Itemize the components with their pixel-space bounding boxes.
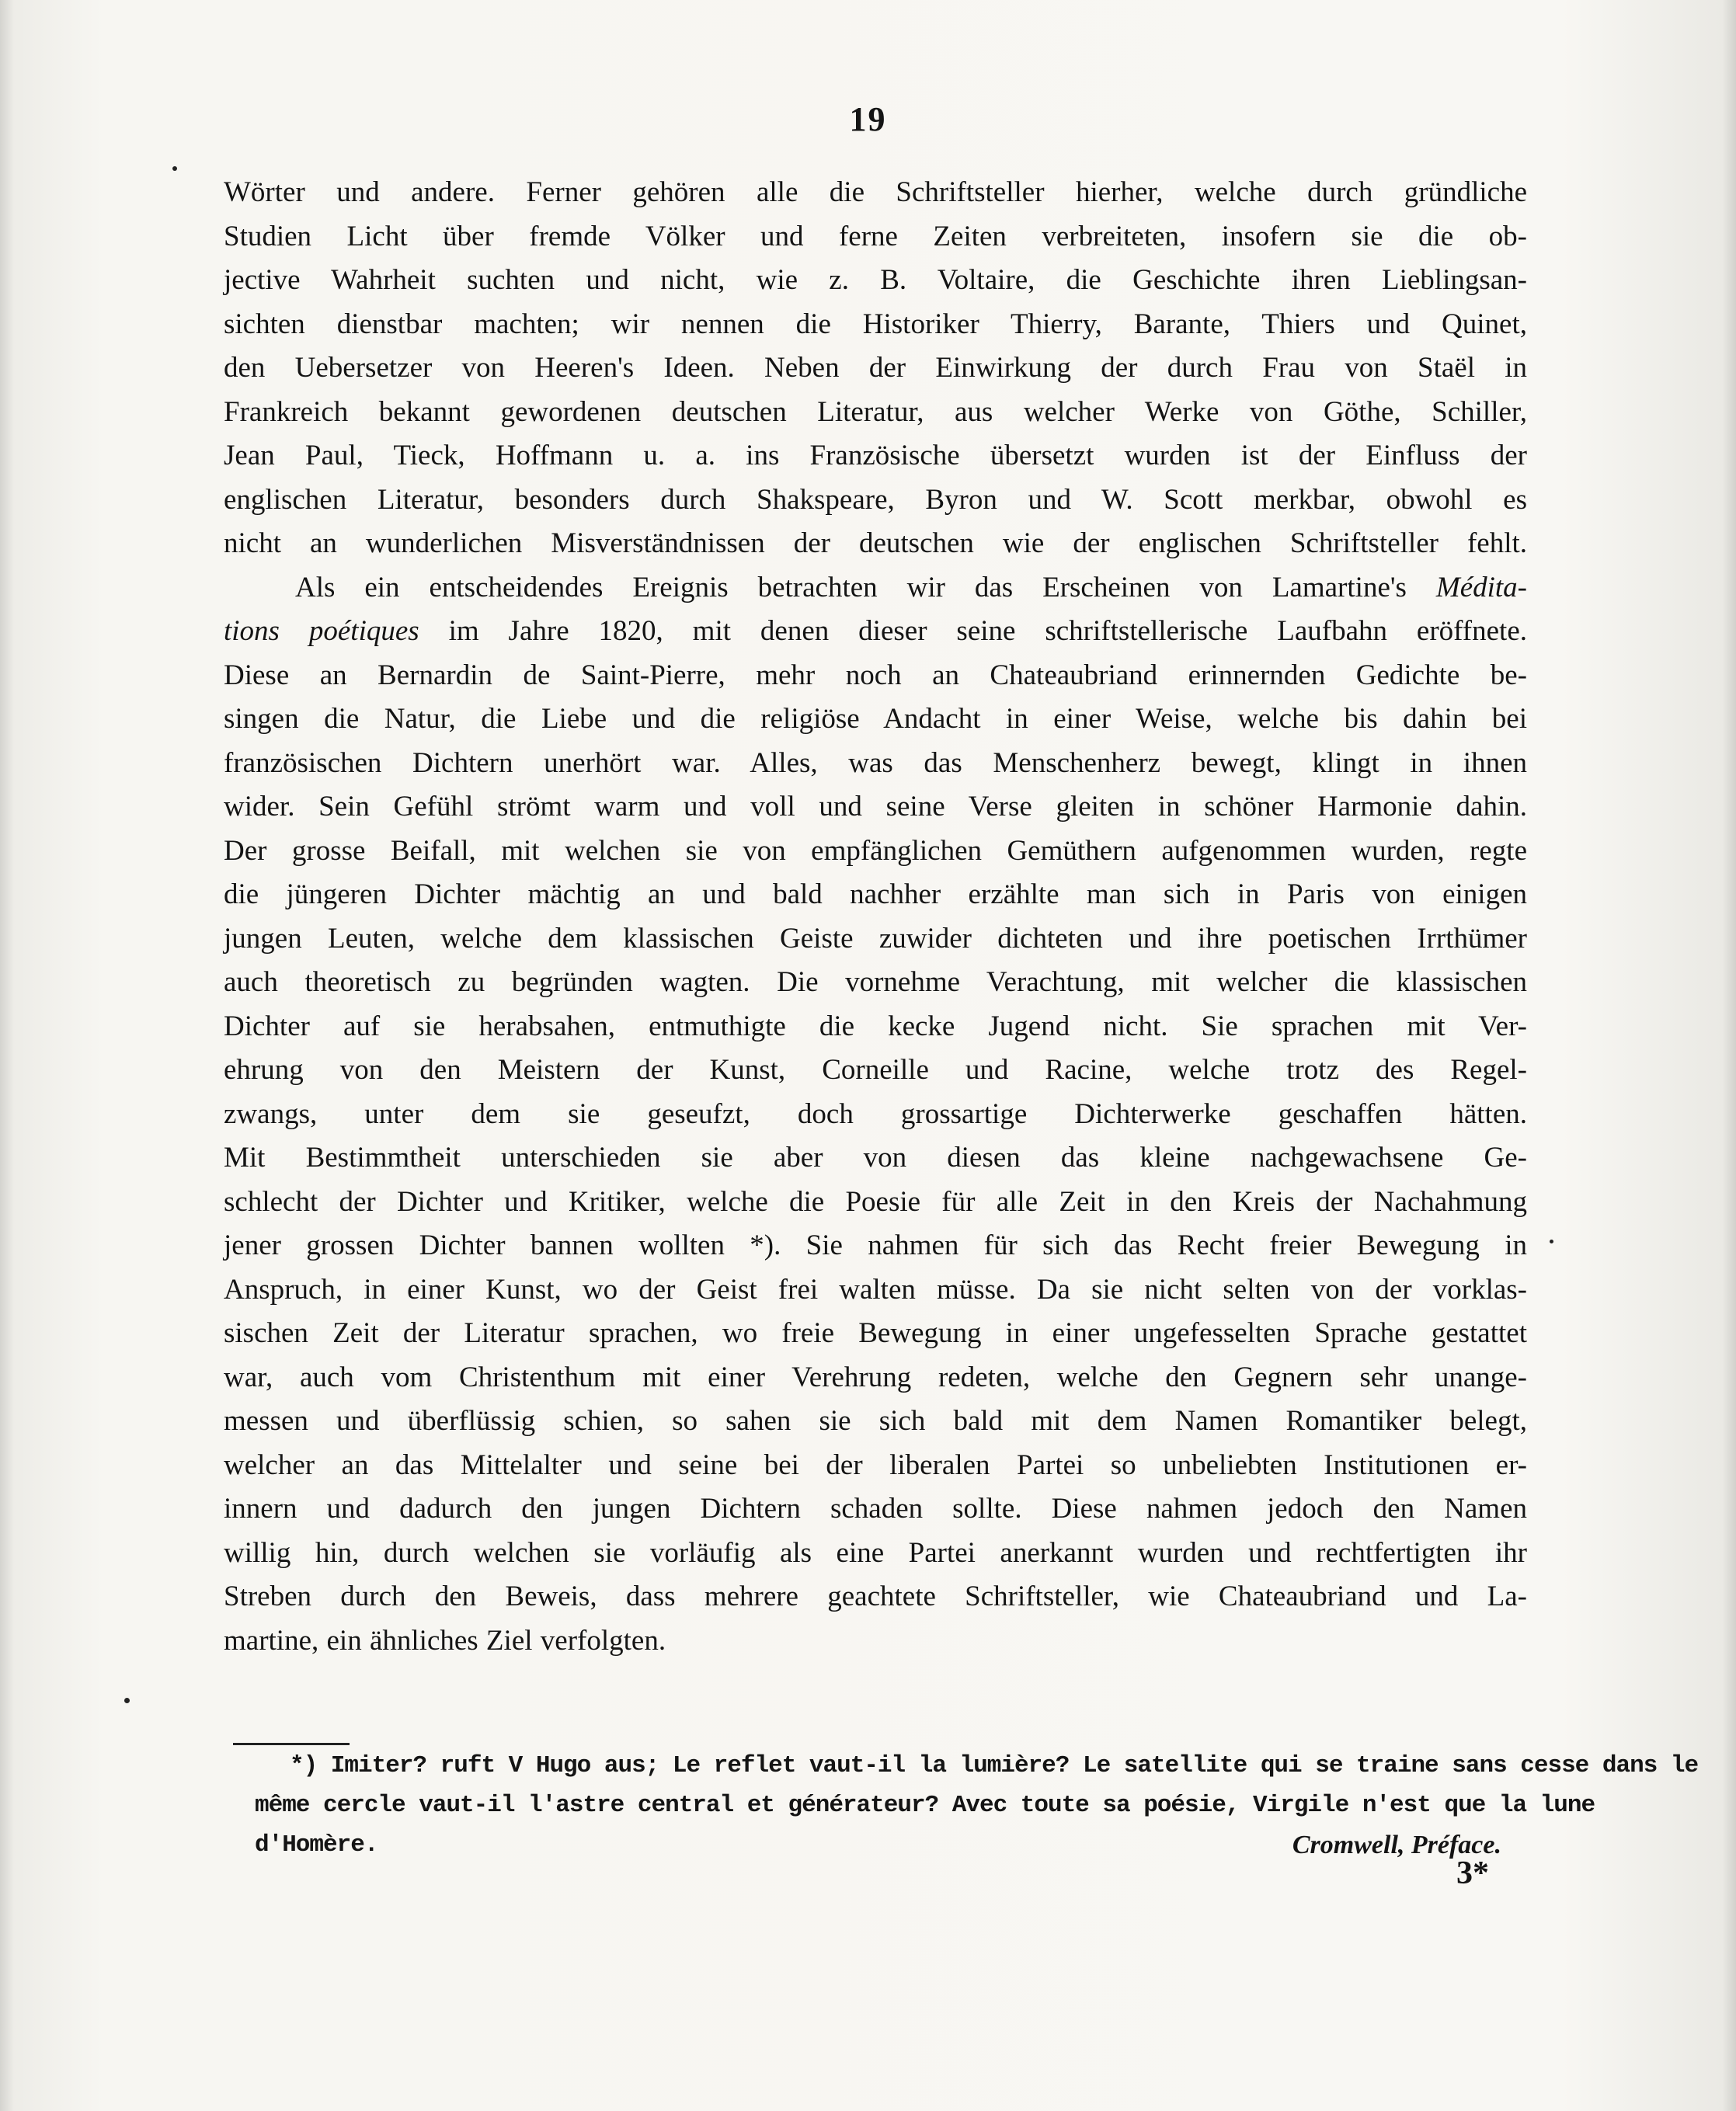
page-edge-right [1722, 0, 1736, 2111]
text-run: auch theoretisch zu begründen wagten. Die vornehme Verachtung, mit welcher die klassischen [224, 966, 1527, 998]
text-run: Anspruch, in einer Kunst, wo der Geist frei walten müsse. Da sie nicht selten von der vorklas- [224, 1273, 1527, 1306]
text-run: martine, ein ähnliches Ziel verfolgten. [224, 1624, 666, 1657]
text-line [224, 303, 1527, 347]
text-run: innern und dadurch den jungen Dichtern schaden sollte. Diese nahmen jedoch den Namen [224, 1493, 1527, 1525]
text-line [224, 346, 1527, 391]
text-run: welcher an das Mittelalter und seine bei der liberalen Partei so unbeliebten Institutionen er- [224, 1448, 1527, 1481]
print-speck [172, 166, 177, 171]
footnote-divider [233, 1743, 350, 1745]
text-line [224, 873, 1527, 917]
text-run: Als ein entscheidendes Ereignis betrachten wir das Erscheinen von Lamartine's [295, 571, 1436, 603]
text-run: Frankreich bekannt gewordenen deutschen Literatur, aus welcher Werke von Göthe, Schiller, [224, 395, 1527, 428]
text-line [224, 654, 1527, 698]
text-line [224, 610, 1527, 654]
text-run: im Jahre 1820, mit denen dieser seine schriftstellerische Laufbahn eröffnete. [419, 615, 1527, 647]
text-run: die jüngeren Dichter mächtig an und bald nachher erzählte man sich in Paris von einigen [224, 878, 1527, 910]
text-run: zwangs, unter dem sie geseufzt, doch grossartige Dichterwerke geschaffen hätten. [224, 1097, 1527, 1130]
text-line [224, 917, 1527, 962]
footnote-line-end: d'Homère. [255, 1831, 378, 1859]
text-run: messen und überflüssig schien, so sahen sie sich bald mit dem Namen Romantiker belegt, [224, 1405, 1527, 1437]
text-run: jener grossen Dichter bannen wollten *). Sie nahmen für sich das Recht freier Bewegung in [224, 1229, 1527, 1261]
text-run: Der grosse Beifall, mit welchen sie von empfänglichen Gemüthern aufgenommen wurden, regte [224, 834, 1527, 867]
footnote-citation: Cromwell, Préface. [1292, 1831, 1501, 1859]
text-run: sischen Zeit der Literatur sprachen, wo freie Bewegung in einer ungefesselten Sprache gestattet [224, 1317, 1527, 1349]
text-line [224, 1444, 1527, 1488]
footnote-line [255, 1825, 1501, 1865]
text-run: englischen Literatur, besonders durch Shakspeare, Byron und W. Scott merkbar, obwohl es [224, 483, 1527, 516]
text-run: Jean Paul, Tieck, Hoffmann u. a. ins Französische übersetzt wurden ist der Einfluss der [224, 440, 1527, 471]
text-line [224, 215, 1527, 259]
text-run: Streben durch den Beweis, dass mehrere geachtete Schriftsteller, wie Chateaubriand und La- [224, 1581, 1527, 1612]
text-line [224, 1005, 1527, 1049]
text-line [224, 1312, 1527, 1356]
text-run: jective Wahrheit suchten und nicht, wie z. B. Voltaire, die Geschichte ihren Lieblingsan- [224, 264, 1527, 296]
text-line [224, 478, 1527, 523]
text-line [224, 1093, 1527, 1137]
text-line [224, 829, 1527, 874]
text-run: jungen Leuten, welche dem klassischen Geiste zuwider dichteten und ihre poetischen Irrthümer [224, 922, 1527, 955]
text-line [224, 1224, 1527, 1268]
text-line [224, 171, 1527, 215]
text-run: Studien Licht über fremde Völker und ferne Zeiten verbreiteten, insofern sie die ob- [224, 220, 1527, 252]
text-run: Diese an Bernardin de Saint-Pierre, mehr noch an Chateaubriand erinnernden Gedichte be- [224, 659, 1527, 691]
text-run: schlecht der Dichter und Kritiker, welche die Poesie für alle Zeit in den Kreis der Nachahmung [224, 1185, 1527, 1218]
text-run: Mit Bestimmtheit unterschieden sie aber von diesen das kleine nachgewachsene Ge- [224, 1142, 1527, 1174]
text-run: Dichter auf sie herabsahen, entmuthigte die kecke Jugend nicht. Sie sprachen mit Ver- [224, 1010, 1527, 1042]
text-line [224, 566, 1527, 610]
text-line [224, 1356, 1527, 1400]
printer-signature: 3* [1456, 1855, 1489, 1891]
print-speck [1550, 1240, 1553, 1243]
text-line [224, 1487, 1527, 1532]
text-line [224, 434, 1527, 478]
text-line [224, 391, 1527, 435]
text-run: ehrung von den Meistern der Kunst, Corneille und Racine, welche trotz des Regel- [224, 1054, 1527, 1086]
text-line [224, 259, 1527, 303]
text-run: sichten dienstbar machten; wir nennen die Historiker Thierry, Barante, Thiers und Quinet, [224, 308, 1527, 340]
text-line [224, 1049, 1527, 1093]
page-number: 19 [849, 100, 887, 138]
text-line [224, 1619, 1527, 1664]
footnote [255, 1746, 1699, 1865]
text-line [224, 1575, 1527, 1619]
text-run: wider. Sein Gefühl strömt warm und voll und seine Verse gleiten in schöner Harmonie dahin. [224, 791, 1527, 822]
text-run: war, auch vom Christenthum mit einer Verehrung redeten, welche den Gegnern sehr unange- [224, 1361, 1527, 1393]
text-run: nicht an wunderlichen Misverständnissen der deutschen wie der englischen Schriftsteller fehlt. [224, 527, 1527, 559]
italic-title: tions poétiques [224, 615, 419, 647]
text-line [224, 1136, 1527, 1181]
page-edge-left [0, 0, 14, 2111]
text-run: willig hin, durch welchen sie vorläufig als eine Partei anerkannt wurden und rechtfertigten ihr [224, 1536, 1527, 1569]
text-run: französischen Dichtern unerhört war. Alles, was das Menschenherz bewegt, klingt in ihnen [224, 746, 1527, 779]
text-line [224, 1181, 1527, 1225]
text-line [224, 1532, 1527, 1576]
text-run: singen die Natur, die Liebe und die religiöse Andacht in einer Weise, welche bis dahin bei [224, 703, 1527, 735]
footnote-line: même cercle vaut-il l'astre central et générateur? Avec toute sa poésie, Virgile n'est que la lune [255, 1792, 1595, 1819]
body-text [224, 171, 1527, 1663]
text-line [224, 1268, 1527, 1313]
text-line [224, 1400, 1527, 1444]
print-speck [124, 1698, 130, 1703]
text-run: den Uebersetzer von Heeren's Ideen. Neben der Einwirkung der durch Frau von Staël in [224, 352, 1527, 384]
footnote-line: *) Imiter? ruft V Hugo aus; Le reflet vaut-il la lumière? Le satellite qui se traine sans cesse dans le [290, 1752, 1699, 1779]
text-line [224, 742, 1527, 786]
text-line [224, 697, 1527, 742]
text-line [224, 785, 1527, 829]
italic-title: Médita- [1435, 571, 1527, 603]
text-run: Wörter und andere. Ferner gehören alle die Schriftsteller hierher, welche durch gründliche [224, 176, 1527, 208]
text-line [224, 961, 1527, 1005]
text-line [224, 522, 1527, 566]
